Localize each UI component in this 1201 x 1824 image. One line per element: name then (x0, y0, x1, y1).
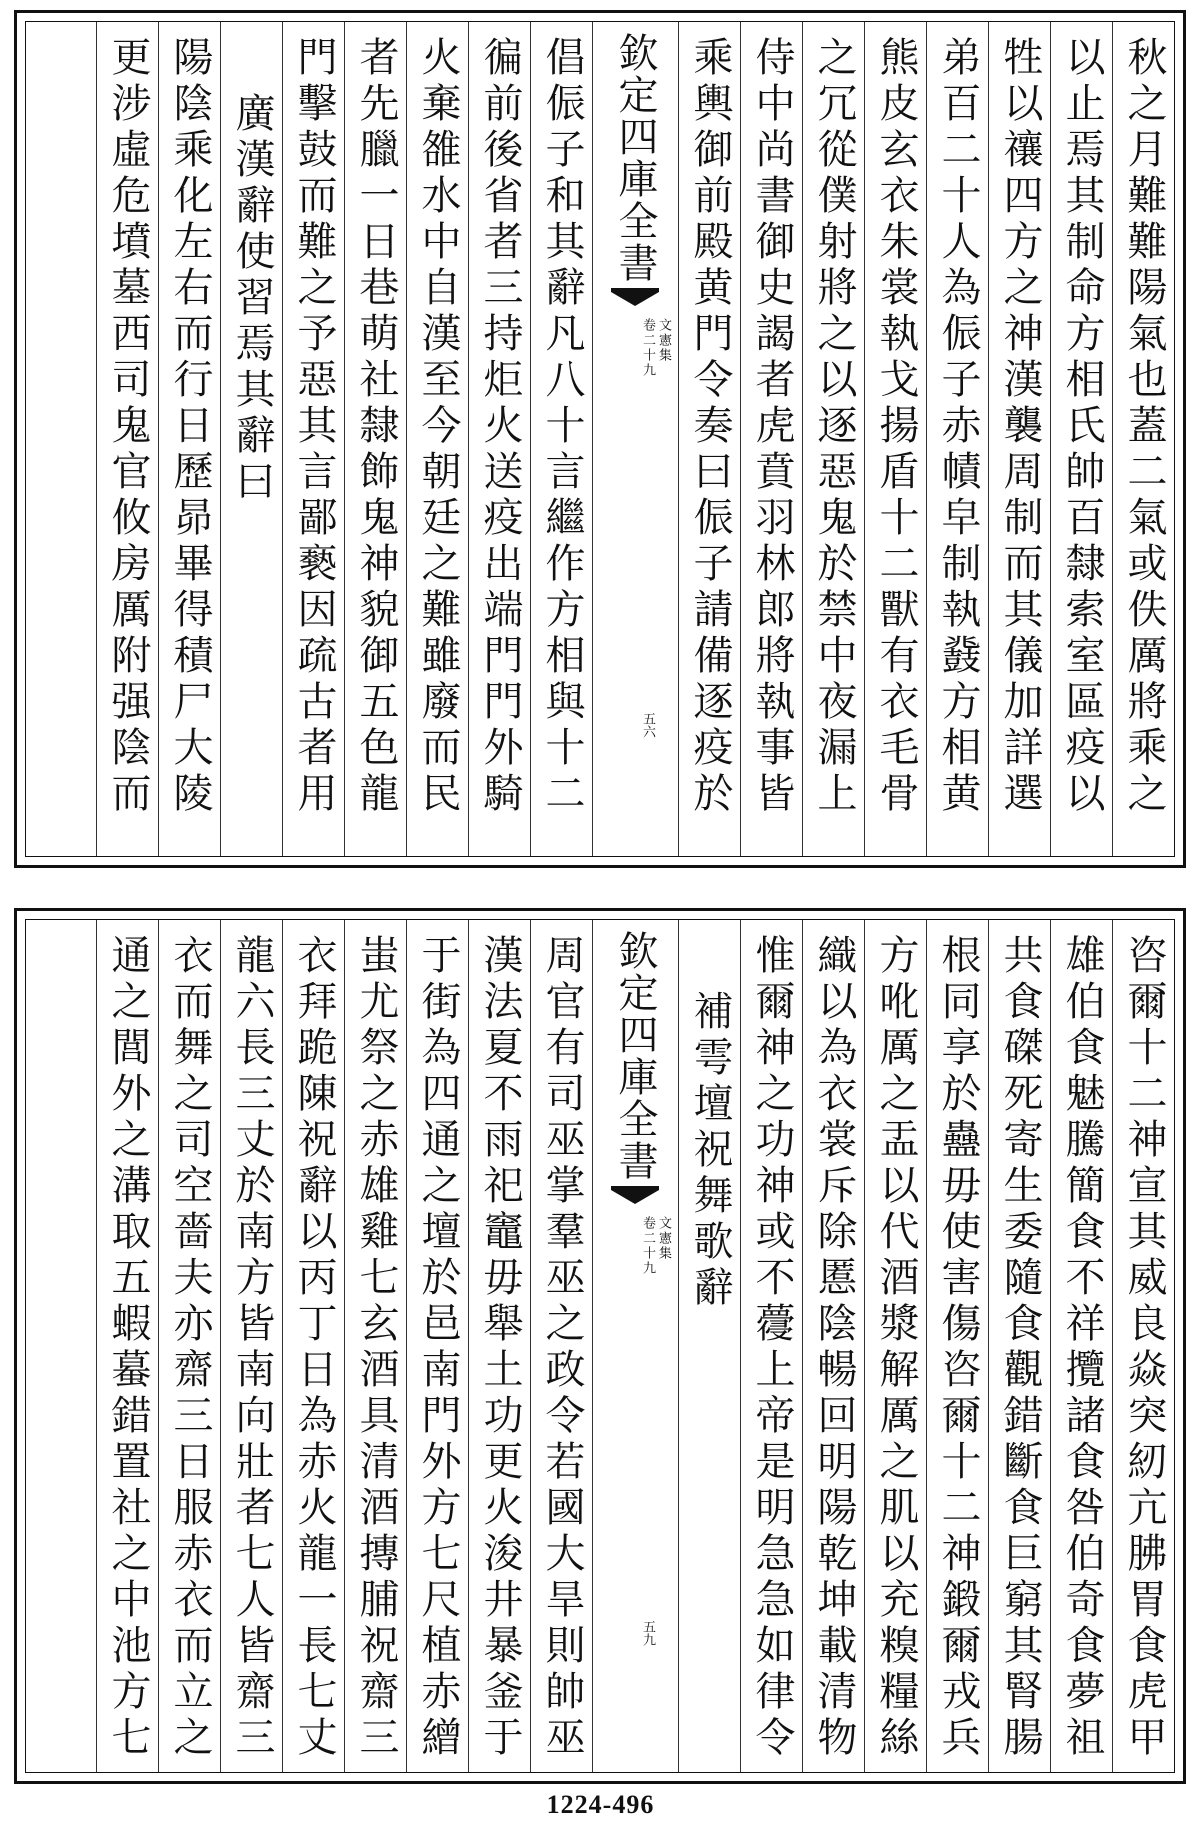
text-column: 熊皮玄衣朱裳執戈揚盾十二獸有衣毛骨 (864, 22, 926, 856)
text-column: 秋之月難難陽氣也蓋二氣或佚厲將乘之 (1112, 22, 1174, 856)
text-column: 倡侲子和其辭凡八十言繼作方相與十二 (530, 22, 592, 856)
text-column: 乘輿御前殿黄門令奏曰侲子請備逐疫於 (678, 22, 740, 856)
text-column: 更涉虛危墳墓西司鬼官攸房厲附强陰而 (96, 22, 158, 856)
text-column: 于街為四通之壇於邑南門外方七尺植赤繒 (406, 920, 468, 1772)
text-column: 咨爾十二神宣其威良焱突紉亢胇胃食虎甲 (1112, 920, 1174, 1772)
text-column: 織以為衣裳斥除慝陰暢回明陽乾坤載清物 (802, 920, 864, 1772)
collection-name: 文憲集 (656, 1216, 671, 1261)
folio-number: 五九 (640, 1620, 655, 1646)
gutter-meta (639, 1216, 671, 1276)
text-column: 之冗從僕射將之以逐惡鬼於禁中夜漏上 (802, 22, 864, 856)
collection-name: 文憲集 (656, 318, 671, 363)
text-column: 以止焉其制命方相氏帥百隸索室區疫以 (1050, 22, 1112, 856)
text-column: 徧前後省者三持炬火送疫出端門門外騎 (468, 22, 530, 856)
text-column: 龍六長三丈於南方皆南向壯者七人皆齋三 (220, 920, 282, 1772)
text-column: 惟爾神之功神或不蘉上帝是明急急如律令 (740, 920, 802, 1772)
text-column: 蚩尤祭之赤雄雞七玄酒具清酒摶脯祝齋三 (344, 920, 406, 1772)
text-column: 門擊鼓而難之予惡其言鄙褻因疏古者用 (282, 22, 344, 856)
bottom-page-columns (26, 920, 1174, 1772)
bottom-page (14, 908, 1186, 1784)
fish-tail-icon (611, 288, 659, 310)
folio-number: 五六 (640, 712, 655, 738)
center-gutter (592, 22, 678, 856)
text-column: 侍中尚書御史謁者虎賁羽林郎將執事皆 (740, 22, 802, 856)
text-column: 火棄雒水中自漢至今朝廷之難雖廢而民 (406, 22, 468, 856)
text-column: 者先臘一日巷萌社隸飾鬼神貌御五色龍 (344, 22, 406, 856)
text-column: 衣拜跪陳祝辭以丙丁日為赤火龍一長七丈 (282, 920, 344, 1772)
text-column: 周官有司巫掌羣巫之政令若國大旱則帥巫 (530, 920, 592, 1772)
section-title: 補雩壇祝舞歌辭 (678, 920, 740, 1772)
text-column: 根同享於蠱毋使害傷咨爾十二神鍛爾戎兵 (926, 920, 988, 1772)
book-title: 欽定四庫全書 (612, 32, 658, 284)
gutter-meta (639, 318, 671, 378)
volume-number: 卷二十九 (640, 318, 655, 378)
text-column: 陽陰乘化左右而行日歷昴畢得積尸大陵 (158, 22, 220, 856)
center-gutter (592, 920, 678, 1772)
text-column: 通之閭外之溝取五蝦蟇錯置社之中池方七 (96, 920, 158, 1772)
text-column: 衣而舞之司空嗇夫亦齋三日服赤衣而立之 (158, 920, 220, 1772)
volume-number: 卷二十九 (640, 1216, 655, 1276)
bottom-page-frame (25, 919, 1175, 1773)
top-page (14, 10, 1186, 868)
text-column: 共食磔死寄生委隨食觀錯斷食巨窮其腎腸 (988, 920, 1050, 1772)
top-page-columns (26, 22, 1174, 856)
text-column: 漢法夏不雨祀竈毋舉土功更火浚井暴釜于 (468, 920, 530, 1772)
text-column: 廣漢辭使習焉其辭曰 (220, 22, 282, 856)
text-column: 弟百二十人為侲子赤幘皁制執鼗方相黄 (926, 22, 988, 856)
page-reference-number: 1224-496 (546, 1790, 655, 1819)
text-column: 牲以禳四方之神漢襲周制而其儀加詳選 (988, 22, 1050, 856)
top-page-frame (25, 21, 1175, 857)
text-column: 雄伯食魅騰簡食不祥攬諸食咎伯奇食夢祖 (1050, 920, 1112, 1772)
fish-tail-icon (611, 1186, 659, 1208)
text-column: 方吪厲之盂以代酒漿解厲之肌以充糗糧絲 (864, 920, 926, 1772)
book-title: 欽定四庫全書 (612, 930, 658, 1182)
